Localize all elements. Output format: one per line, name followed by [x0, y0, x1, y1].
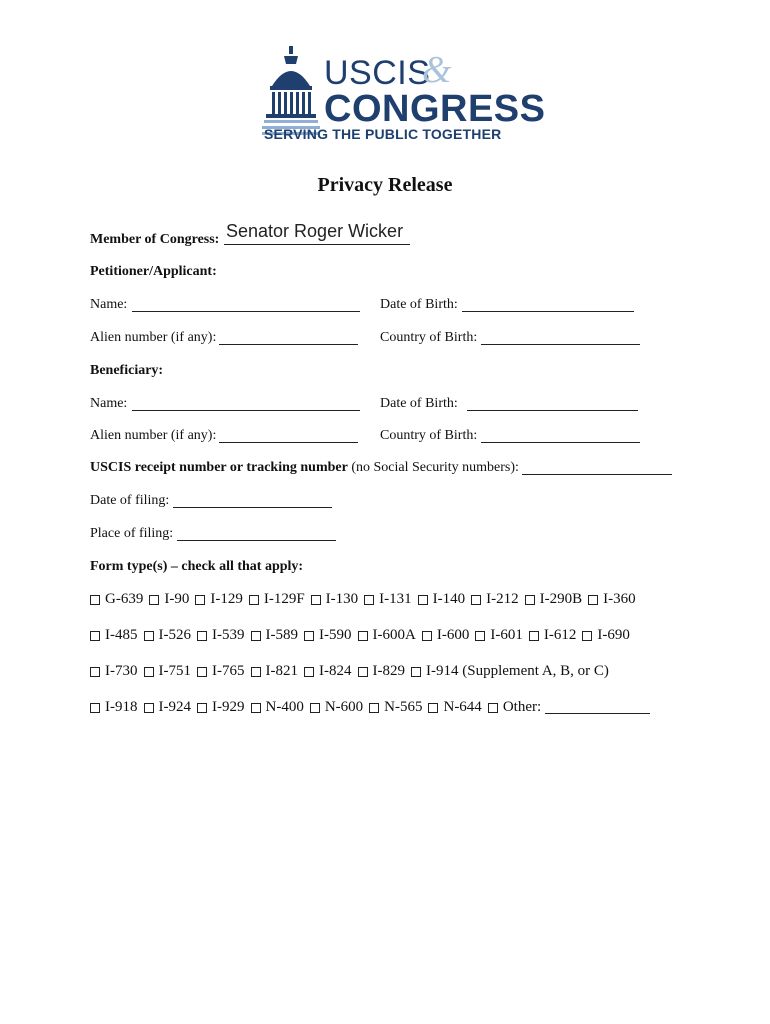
form-type-option[interactable]	[90, 663, 138, 680]
checkbox[interactable]	[525, 595, 535, 605]
form-type-option[interactable]	[310, 699, 363, 716]
checkbox[interactable]	[304, 631, 314, 641]
checkbox[interactable]	[251, 667, 261, 677]
logo-tagline: SERVING THE PUBLIC TOGETHER	[264, 126, 502, 142]
form-type-label: I-690	[597, 627, 630, 643]
form-type-label: I-129	[210, 591, 243, 607]
logo-uscis-text: USCIS	[324, 54, 431, 92]
checkbox[interactable]	[369, 703, 379, 713]
form-type-label: I-765	[212, 663, 245, 679]
form-type-option[interactable]	[149, 591, 189, 608]
form-type-label: I-526	[158, 627, 191, 643]
form-types-row-2	[90, 627, 636, 644]
form-type-label: N-565	[384, 699, 423, 715]
form-type-label: I-140	[432, 591, 466, 607]
checkbox[interactable]	[475, 631, 485, 641]
form-type-label: I-730	[105, 663, 138, 679]
form-type-label: I-212	[486, 591, 519, 607]
checkbox[interactable]	[364, 595, 374, 605]
form-type-option[interactable]	[471, 591, 519, 608]
form-type-label: G-639	[105, 591, 144, 607]
form-type-label: N-644	[443, 699, 482, 715]
checkbox[interactable]	[422, 631, 432, 641]
petitioner-dob-label: Date of Birth:	[380, 297, 458, 312]
beneficiary-cob-field[interactable]	[481, 441, 640, 443]
place-of-filing-field[interactable]	[177, 539, 336, 541]
form-type-option[interactable]	[311, 591, 359, 608]
form-type-option[interactable]	[144, 627, 192, 644]
checkbox[interactable]	[144, 667, 154, 677]
beneficiary-dob-label: Date of Birth:	[380, 396, 458, 411]
form-types-row-3	[90, 663, 615, 680]
form-type-label: N-600	[324, 699, 364, 715]
form-type-option[interactable]	[90, 627, 138, 644]
form-type-label: I-129F	[263, 591, 305, 607]
form-type-option[interactable]	[588, 591, 636, 608]
checkbox[interactable]	[144, 631, 154, 641]
uscis-congress-logo	[262, 44, 546, 144]
checkbox[interactable]	[304, 667, 314, 677]
form-types-heading: Form type(s) – check all that apply:	[90, 559, 304, 574]
date-of-filing-field[interactable]	[173, 506, 332, 508]
checkbox[interactable]	[251, 631, 261, 641]
checkbox[interactable]	[588, 595, 598, 605]
form-type-option[interactable]	[304, 663, 352, 680]
member-of-congress-value[interactable]: Senator Roger Wicker	[226, 221, 404, 241]
checkbox[interactable]	[582, 631, 592, 641]
form-type-option[interactable]	[90, 591, 143, 608]
form-type-option[interactable]	[364, 591, 412, 608]
form-type-label: I-485	[105, 627, 138, 643]
form-type-option[interactable]	[251, 663, 299, 680]
form-type-label: I-131	[379, 591, 412, 607]
checkbox[interactable]	[90, 667, 100, 677]
petitioner-name-label: Name:	[90, 297, 128, 312]
petitioner-heading: Petitioner/Applicant:	[90, 264, 217, 279]
receipt-number-field[interactable]	[522, 473, 672, 475]
form-type-label: I-824	[319, 663, 352, 679]
receipt-number-label-note: (no Social Security numbers):	[351, 460, 519, 475]
page-title: Privacy Release	[317, 174, 453, 196]
checkbox[interactable]	[358, 667, 368, 677]
form-type-option[interactable]	[90, 699, 138, 716]
form-type-option[interactable]	[582, 627, 630, 644]
form-type-option[interactable]	[418, 591, 466, 608]
form-type-label: I-600A	[372, 627, 416, 643]
form-type-label: I-829	[372, 663, 405, 679]
checkbox[interactable]	[197, 631, 207, 641]
checkbox[interactable]	[90, 631, 100, 641]
beneficiary-name-label: Name:	[90, 396, 128, 411]
form-type-label: I-589	[265, 627, 298, 643]
form-type-option[interactable]	[251, 627, 299, 644]
form-type-option[interactable]	[197, 663, 245, 680]
form-type-label: I-539	[212, 627, 245, 643]
checkbox[interactable]	[90, 595, 100, 605]
checkbox[interactable]	[249, 595, 259, 605]
form-type-option[interactable]	[144, 663, 192, 680]
receipt-number-label-bold: USCIS receipt number or tracking number	[90, 460, 348, 475]
place-of-filing-label: Place of filing:	[90, 526, 174, 541]
capitol-dome-icon	[262, 46, 320, 138]
form-type-label: I-601	[490, 627, 523, 643]
petitioner-alien-label: Alien number (if any):	[90, 330, 217, 345]
form-type-option[interactable]	[249, 591, 305, 608]
form-type-option[interactable]	[422, 627, 470, 644]
checkbox[interactable]	[149, 595, 159, 605]
checkbox[interactable]	[488, 703, 498, 713]
form-type-option[interactable]	[251, 699, 304, 716]
petitioner-cob-label: Country of Birth:	[380, 330, 478, 345]
checkbox[interactable]	[411, 667, 421, 677]
form-type-option[interactable]	[144, 699, 192, 716]
checkbox[interactable]	[418, 595, 428, 605]
checkbox[interactable]	[251, 703, 261, 713]
member-of-congress-label: Member of Congress:	[90, 232, 220, 247]
form-type-label: I-590	[319, 627, 352, 643]
form-type-option[interactable]	[529, 627, 577, 644]
beneficiary-cob-label: Country of Birth:	[380, 428, 478, 443]
form-type-label: I-360	[603, 591, 636, 607]
form-type-option[interactable]	[488, 699, 650, 716]
form-type-option[interactable]	[525, 591, 583, 608]
checkbox[interactable]	[311, 595, 321, 605]
form-type-label: I-929	[212, 699, 245, 715]
beneficiary-heading: Beneficiary:	[90, 363, 164, 378]
form-type-label: N-400	[265, 699, 304, 715]
form-type-option[interactable]	[197, 627, 245, 644]
checkbox[interactable]	[529, 631, 539, 641]
checkbox[interactable]	[197, 703, 207, 713]
beneficiary-alien-field[interactable]	[219, 441, 358, 443]
petitioner-dob-field[interactable]	[462, 310, 634, 312]
form-type-label: I-821	[265, 663, 298, 679]
form-type-label: I-290B	[539, 591, 583, 607]
form-type-option[interactable]	[475, 627, 523, 644]
form-types-row-1	[90, 591, 642, 608]
form-type-option[interactable]	[197, 699, 245, 716]
checkbox[interactable]	[90, 703, 100, 713]
form-types-row-4	[90, 699, 656, 716]
logo-congress-text: CONGRESS	[324, 88, 546, 130]
other-form-type-field[interactable]	[545, 701, 650, 714]
form-type-option[interactable]	[411, 663, 609, 680]
form-type-label: I-924	[158, 699, 191, 715]
checkbox[interactable]	[144, 703, 154, 713]
form-type-label: I-751	[158, 663, 191, 679]
petitioner-name-field[interactable]	[132, 310, 360, 312]
petitioner-alien-field[interactable]	[219, 343, 358, 345]
form-type-label: I-600	[436, 627, 470, 643]
logo-ampersand: &	[422, 49, 452, 91]
beneficiary-dob-field[interactable]	[467, 409, 638, 411]
form-type-label: I-918	[105, 699, 138, 715]
member-of-congress-field[interactable]	[224, 243, 410, 245]
petitioner-cob-field[interactable]	[481, 343, 640, 345]
form-type-option[interactable]	[195, 591, 243, 608]
form-type-label: Other:	[502, 699, 542, 715]
form-type-option[interactable]	[428, 699, 481, 716]
receipt-number-label	[90, 460, 519, 476]
checkbox[interactable]	[195, 595, 205, 605]
form-type-option[interactable]	[358, 627, 416, 644]
checkbox[interactable]	[310, 703, 320, 713]
date-of-filing-label: Date of filing:	[90, 493, 170, 508]
form-type-label: I-130	[325, 591, 359, 607]
form-type-label: I-914 (Supplement A, B, or C)	[426, 663, 609, 679]
form-type-option[interactable]	[358, 663, 406, 680]
checkbox[interactable]	[428, 703, 438, 713]
beneficiary-name-field[interactable]	[132, 409, 360, 411]
form-type-option[interactable]	[369, 699, 422, 716]
checkbox[interactable]	[197, 667, 207, 677]
form-type-label: I-90	[164, 591, 190, 607]
checkbox[interactable]	[358, 631, 368, 641]
beneficiary-alien-label: Alien number (if any):	[90, 428, 217, 443]
checkbox[interactable]	[471, 595, 481, 605]
form-type-label: I-612	[543, 627, 577, 643]
form-type-option[interactable]	[304, 627, 352, 644]
